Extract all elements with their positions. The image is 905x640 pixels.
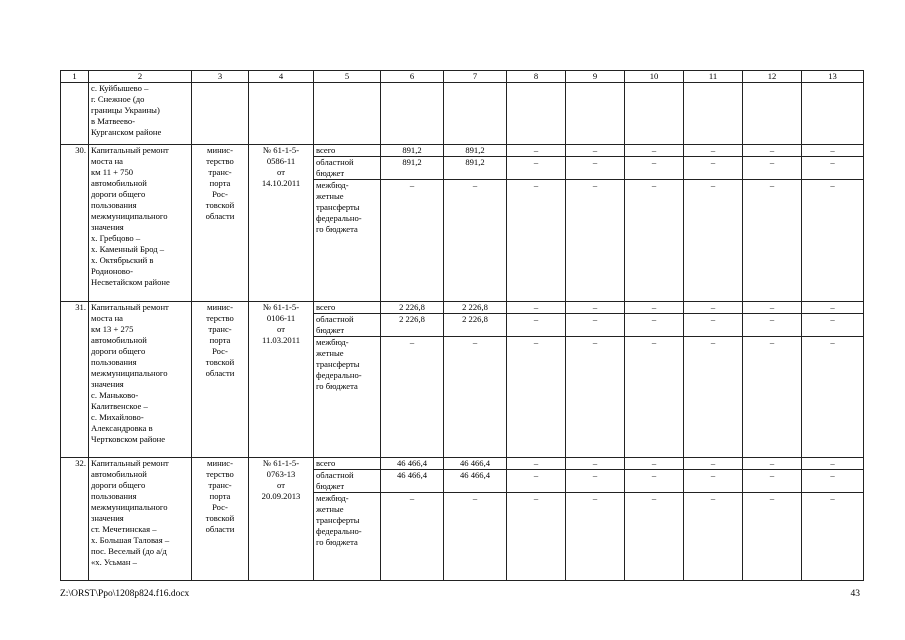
value-col11: – bbox=[684, 458, 743, 470]
value-col7: 46 466,4 bbox=[444, 458, 507, 470]
table-row bbox=[61, 145, 864, 157]
file-path: Z:\ORST\Ppo\1208p824.f16.docx bbox=[60, 589, 190, 599]
value-col9: – bbox=[566, 302, 625, 314]
header-cell: 7 bbox=[444, 71, 507, 83]
value-col9: – bbox=[566, 157, 625, 180]
funding-source: всего bbox=[314, 458, 381, 470]
value-col13: – bbox=[802, 337, 864, 458]
value-col6: 2 226,8 bbox=[381, 314, 444, 337]
value-col12: – bbox=[743, 458, 802, 470]
value-col7: – bbox=[444, 337, 507, 458]
funding-source: всего bbox=[314, 145, 381, 157]
value-col6: 46 466,4 bbox=[381, 458, 444, 470]
funding-source: областной бюджет bbox=[314, 314, 381, 337]
header-cell: 13 bbox=[802, 71, 864, 83]
value-col13: – bbox=[802, 493, 864, 581]
header-cell: 2 bbox=[89, 71, 192, 83]
value-col7: 46 466,4 bbox=[444, 470, 507, 493]
value-col8: – bbox=[507, 493, 566, 581]
value-col7: – bbox=[444, 180, 507, 302]
value-col7: 2 226,8 bbox=[444, 314, 507, 337]
value-col11: – bbox=[684, 470, 743, 493]
customer-org: минис- терство транс- порта Рос- товской области bbox=[192, 302, 249, 458]
continuation-row bbox=[61, 83, 864, 145]
value-col12: – bbox=[743, 470, 802, 493]
value-col12: – bbox=[743, 314, 802, 337]
header-row bbox=[61, 71, 864, 83]
object-name: Капитальный ремонт моста на км 11 + 750 автомобильной дороги общего пользования межмуниципального значения х. Гребцово – х. Каменный Брод – х. Октябрьский в Родионово- Несветайском районе bbox=[89, 145, 192, 302]
value-col12: – bbox=[743, 180, 802, 302]
header-cell: 10 bbox=[625, 71, 684, 83]
value-col12: – bbox=[743, 493, 802, 581]
header-cell: 12 bbox=[743, 71, 802, 83]
value-col9: – bbox=[566, 458, 625, 470]
value-col11: – bbox=[684, 493, 743, 581]
object-name: Капитальный ремонт моста на км 13 + 275 автомобильной дороги общего пользования межмуниципального значения с. Маньково- Калитвенское – с. Михайлово- Александровка в Чертковском районе bbox=[89, 302, 192, 458]
value-col10: – bbox=[625, 458, 684, 470]
header-cell: 3 bbox=[192, 71, 249, 83]
value-col9: – bbox=[566, 314, 625, 337]
value-col7: 2 226,8 bbox=[444, 302, 507, 314]
value-col9: – bbox=[566, 145, 625, 157]
customer-org: минис- терство транс- порта Рос- товской области bbox=[192, 458, 249, 581]
value-col11: – bbox=[684, 337, 743, 458]
value-col12: – bbox=[743, 145, 802, 157]
header-cell: 8 bbox=[507, 71, 566, 83]
value-col13: – bbox=[802, 470, 864, 493]
funding-source: областной бюджет bbox=[314, 470, 381, 493]
table-row bbox=[61, 458, 864, 470]
funding-source: областной бюджет bbox=[314, 157, 381, 180]
funding-source: межбюд- жетные трансферты федерально- го бюджета bbox=[314, 337, 381, 458]
value-col9: – bbox=[566, 470, 625, 493]
value-col13: – bbox=[802, 180, 864, 302]
document-number: № 61-1-5- 0763-13 от 20.09.2013 bbox=[249, 458, 314, 581]
value-col10: – bbox=[625, 493, 684, 581]
value-col12: – bbox=[743, 302, 802, 314]
funding-source: всего bbox=[314, 302, 381, 314]
value-col6: – bbox=[381, 337, 444, 458]
value-col6: 891,2 bbox=[381, 157, 444, 180]
value-col9: – bbox=[566, 493, 625, 581]
value-col11: – bbox=[684, 157, 743, 180]
value-col8: – bbox=[507, 145, 566, 157]
value-col13: – bbox=[802, 302, 864, 314]
value-col13: – bbox=[802, 314, 864, 337]
value-col12: – bbox=[743, 157, 802, 180]
value-col13: – bbox=[802, 157, 864, 180]
value-col8: – bbox=[507, 180, 566, 302]
header-cell: 4 bbox=[249, 71, 314, 83]
value-col13: – bbox=[802, 145, 864, 157]
value-col11: – bbox=[684, 180, 743, 302]
value-col9: – bbox=[566, 337, 625, 458]
value-col8: – bbox=[507, 157, 566, 180]
value-col6: 891,2 bbox=[381, 145, 444, 157]
value-col11: – bbox=[684, 145, 743, 157]
value-col8: – bbox=[507, 458, 566, 470]
value-col9: – bbox=[566, 180, 625, 302]
value-col10: – bbox=[625, 314, 684, 337]
row-number: 32. bbox=[61, 458, 89, 581]
value-col7: – bbox=[444, 493, 507, 581]
row-number: 30. bbox=[61, 145, 89, 302]
value-col6: 46 466,4 bbox=[381, 470, 444, 493]
header-cell: 11 bbox=[684, 71, 743, 83]
value-col10: – bbox=[625, 470, 684, 493]
value-col11: – bbox=[684, 314, 743, 337]
document-number: № 61-1-5- 0106-11 от 11.03.2011 bbox=[249, 302, 314, 458]
value-col13: – bbox=[802, 458, 864, 470]
budget-table bbox=[60, 70, 864, 581]
value-col10: – bbox=[625, 157, 684, 180]
header-cell: 1 bbox=[61, 71, 89, 83]
document-number: № 61-1-5- 0586-11 от 14.10.2011 bbox=[249, 145, 314, 302]
header-cell: 9 bbox=[566, 71, 625, 83]
value-col10: – bbox=[625, 337, 684, 458]
page-number: 43 bbox=[850, 589, 860, 599]
value-col10: – bbox=[625, 145, 684, 157]
value-col8: – bbox=[507, 337, 566, 458]
object-name: Капитальный ремонт автомобильной дороги общего пользования межмуниципального значения ст. Мечетинская – х. Большая Таловая – пос. Веселый (до а/д «х. Усьман – bbox=[89, 458, 192, 581]
funding-source: межбюд- жетные трансферты федерально- го бюджета bbox=[314, 180, 381, 302]
value-col7: 891,2 bbox=[444, 145, 507, 157]
value-col10: – bbox=[625, 302, 684, 314]
row-number: 31. bbox=[61, 302, 89, 458]
object-name: с. Куйбышево – г. Снежное (до границы Украины) в Матвеево- Курганском районе bbox=[89, 83, 192, 145]
value-col6: 2 226,8 bbox=[381, 302, 444, 314]
value-col12: – bbox=[743, 337, 802, 458]
value-col6: – bbox=[381, 180, 444, 302]
value-col8: – bbox=[507, 470, 566, 493]
header-cell: 5 bbox=[314, 71, 381, 83]
header-cell: 6 bbox=[381, 71, 444, 83]
value-col11: – bbox=[684, 302, 743, 314]
value-col6: – bbox=[381, 493, 444, 581]
value-col8: – bbox=[507, 302, 566, 314]
value-col10: – bbox=[625, 180, 684, 302]
funding-source: межбюд- жетные трансферты федерально- го бюджета bbox=[314, 493, 381, 581]
table-row bbox=[61, 302, 864, 314]
value-col7: 891,2 bbox=[444, 157, 507, 180]
value-col8: – bbox=[507, 314, 566, 337]
customer-org: минис- терство транс- порта Рос- товской области bbox=[192, 145, 249, 302]
